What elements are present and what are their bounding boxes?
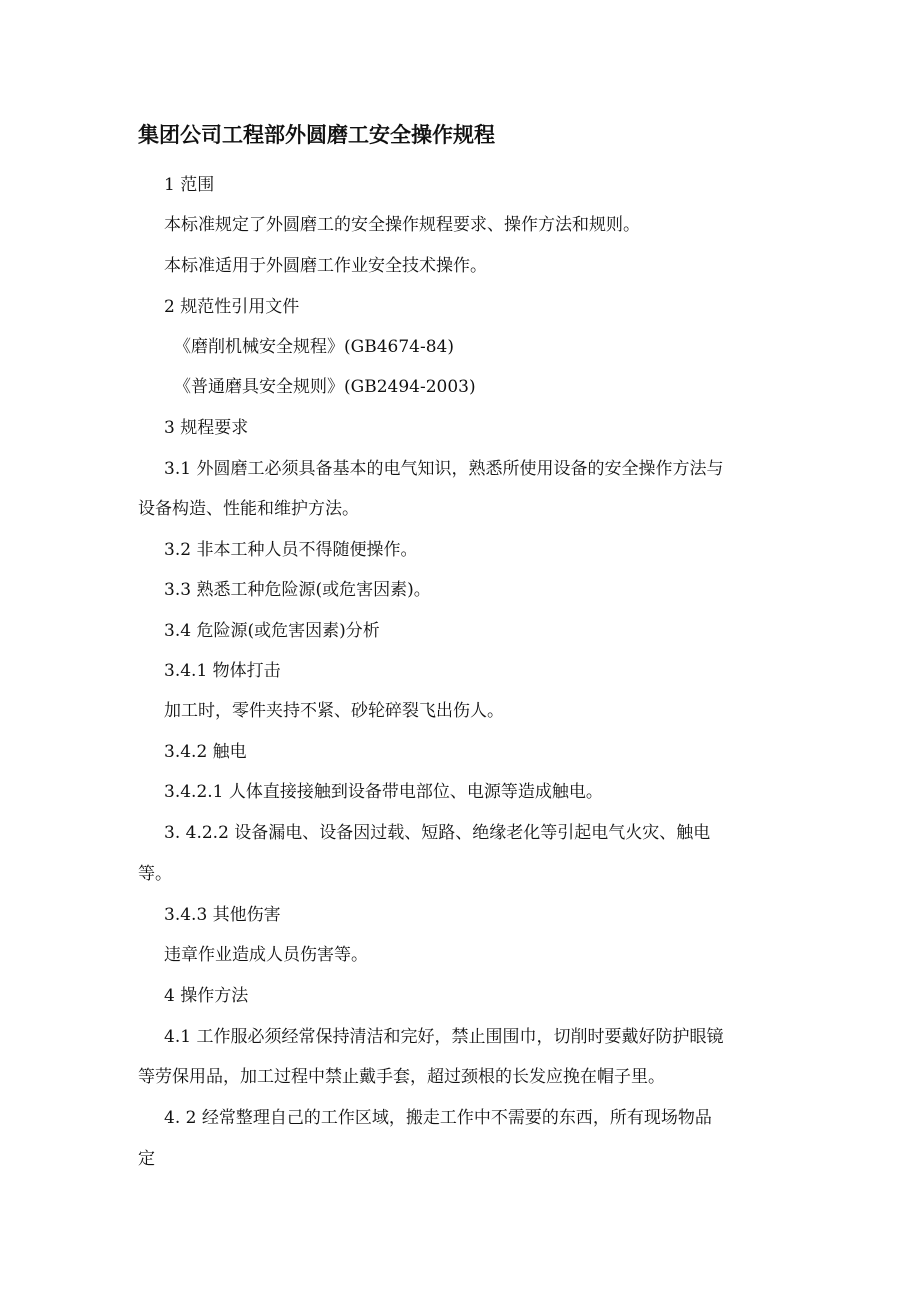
section-2-heading: 2 规范性引用文件 [164, 297, 300, 317]
section-1-heading: 1 范围 [164, 175, 215, 195]
subheading-line: 3.4.3 其他伤害 [164, 905, 281, 925]
paragraph-line: 3. 4.2.2 设备漏电、设备因过载、短路、绝缘老化等引起电气火灾、触电 [164, 823, 711, 843]
paragraph-line: 3.1 外圆磨工必须具备基本的电气知识，熟悉所使用设备的安全操作方法与 [164, 459, 724, 479]
paragraph-line: 3.4.2.1 人体直接接触到设备带电部位、电源等造成触电。 [164, 782, 603, 802]
document-title: 集团公司工程部外圆磨工安全操作规程 [138, 123, 495, 147]
paragraph-line: 3.3 熟悉工种危险源(或危害因素)。 [164, 580, 431, 600]
section-3-heading: 3 规程要求 [164, 418, 249, 438]
subheading-line: 3.4.2 触电 [164, 742, 247, 762]
paragraph-line: 本标准适用于外圆磨工作业安全技术操作。 [164, 256, 487, 276]
paragraph-line: 等劳保用品，加工过程中禁止戴手套，超过颈根的长发应挽在帽子里。 [138, 1067, 665, 1087]
paragraph-line: 设备构造、性能和维护方法。 [138, 499, 359, 519]
paragraph-line: 等。 [138, 864, 172, 884]
reference-line: 《磨削机械安全规程》(GB4674-84) [174, 337, 454, 357]
paragraph-line: 加工时，零件夹持不紧、砂轮碎裂飞出伤人。 [164, 701, 504, 721]
paragraph-line: 3.2 非本工种人员不得随便操作。 [164, 540, 418, 560]
paragraph-line: 本标准规定了外圆磨工的安全操作规程要求、操作方法和规则。 [164, 215, 640, 235]
paragraph-line: 定 [138, 1149, 155, 1169]
subheading-line: 3.4.1 物体打击 [164, 661, 281, 681]
paragraph-line: 4.1 工作服必须经常保持清洁和完好，禁止围围巾，切削时要戴好防护眼镜 [164, 1027, 724, 1047]
paragraph-line: 3.4 危险源(或危害因素)分析 [164, 621, 380, 641]
paragraph-line: 违章作业造成人员伤害等。 [164, 945, 368, 965]
paragraph-line: 4. 2 经常整理自己的工作区域，搬走工作中不需要的东西，所有现场物品 [164, 1108, 712, 1128]
reference-line: 《普通磨具安全规则》(GB2494-2003) [174, 377, 476, 397]
section-4-heading: 4 操作方法 [164, 986, 249, 1006]
